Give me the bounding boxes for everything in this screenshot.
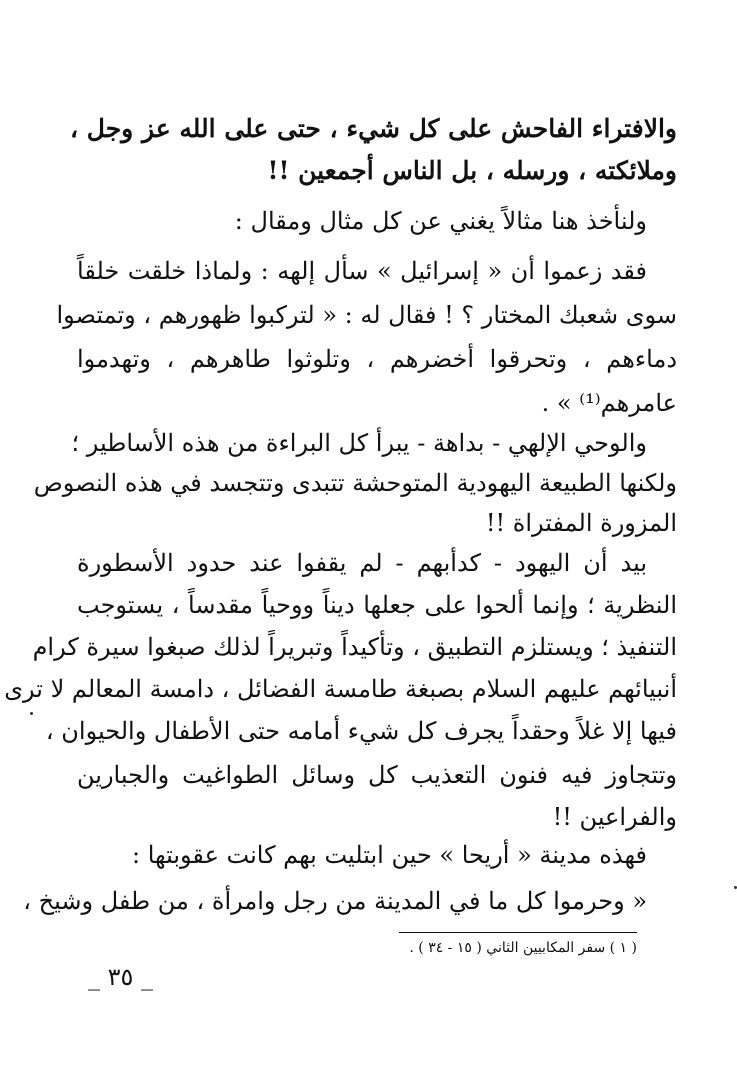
text-line: والافتراء الفاحش على كل شيء ، حتى على الله عز وجل ، — [70, 114, 677, 143]
text-line: وتتجاوز فيه فنون التعذيب كل وسائل الطواغيت والجبارين — [77, 761, 677, 789]
text-line: فقد زعموا أن « إسرائيل » سأل إلهه : ولماذا خلقت خلقاً — [77, 257, 647, 285]
text-line: أنبيائهم عليهم السلام بصبغة طامسة الفضائل ، دامسة المعالم لا ترى — [4, 675, 677, 703]
text-line: فهذه مدينة « أريحا » حين ابتليت بهم كانت عقوبتها : — [132, 841, 647, 869]
text-line: عامرهم⁽¹⁾ » . — [541, 389, 677, 417]
text-line: ولكنها الطبيعة اليهودية المتوحشة تتبدى وتتجسد في هذه النصوص — [33, 469, 677, 497]
text-line: ولنأخذ هنا مثالاً يغني عن كل مثال ومقال : — [234, 207, 647, 235]
footnote-divider — [399, 932, 637, 933]
text-line: والوحي الإلهي - بداهة - يبرأ كل البراءة من هذه الأساطير ؛ — [71, 429, 647, 457]
text-line: « وحرموا كل ما في المدينة من رجل وامرأة ، من طفل وشيخ ، — [23, 887, 647, 915]
text-line: النظرية ؛ وإنما ألحوا على جعلها ديناً ووحياً مقدساً ، يستوجب — [77, 591, 677, 619]
text-line: والفراعين !! — [552, 803, 677, 831]
scan-speck — [30, 712, 33, 715]
text-line: سوى شعبك المختار ؟ ! فقال له : « لتركبوا ظهورهم ، وتمتصوا — [56, 301, 677, 329]
text-line: المزورة المفتراة !! — [485, 509, 677, 537]
text-line: فيها إلا غلاً وحقداً يجرف كل شيء أمامه حتى الأطفال والحيوان ، — [45, 717, 677, 745]
text-line: دماءهم ، وتحرقوا أخضرهم ، وتلوثوا طاهرهم ، وتهدموا — [77, 345, 677, 373]
text-line: وملائكته ، ورسله ، بل الناس أجمعين !! — [267, 156, 677, 185]
page-number: _ ٣٥ _ — [88, 963, 154, 991]
text-line: بيد أن اليهود - كدأبهم - لم يقفوا عند حدود الأسطورة — [77, 549, 647, 577]
body-text — [4, 0, 677, 1080]
footnote: ( ١ ) سفر المكابيين الثاني ( ١٥ - ٣٤ ) . — [409, 940, 637, 956]
text-line: التنفيذ ؛ ويستلزم التطبيق ، وتأكيداً وتبريراً لذلك صبغوا سيرة كرام — [32, 633, 677, 661]
